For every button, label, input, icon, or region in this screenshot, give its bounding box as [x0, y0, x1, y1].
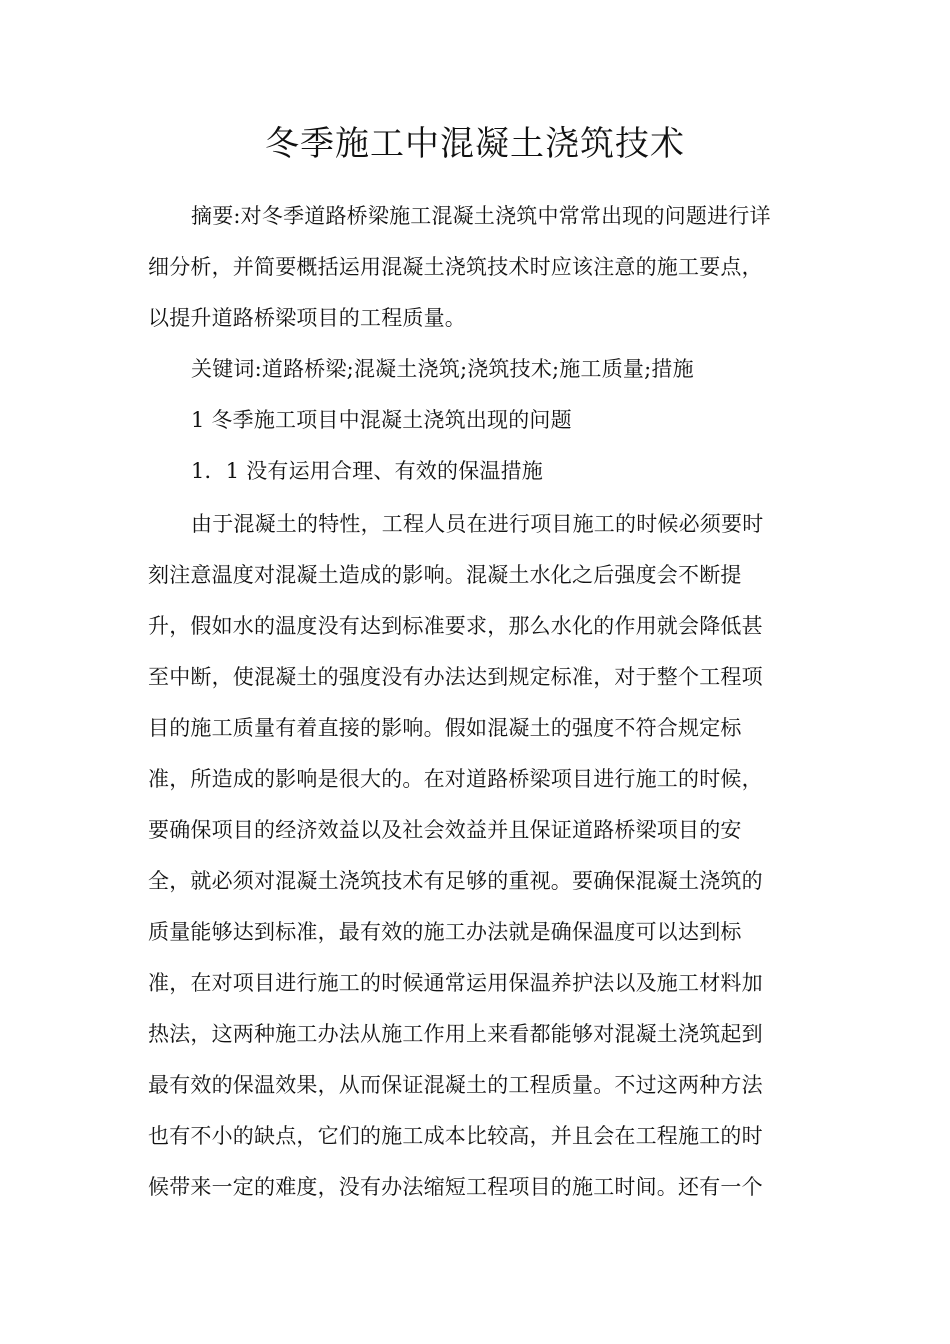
abstract-line-3: 以提升道路桥梁项目的工程质量。 [148, 306, 466, 330]
body-line-13: 也有不小的缺点，它们的施工成本比较高，并且会在工程施工的时 [148, 1124, 763, 1148]
body-line-4: 至中断，使混凝土的强度没有办法达到规定标准，对于整个工程项 [148, 665, 763, 689]
keywords-line: 关键词:道路桥梁;混凝土浇筑;浇筑技术;施工质量;措施 [191, 357, 694, 381]
body-line-3: 升，假如水的温度没有达到标准要求，那么水化的作用就会降低甚 [148, 614, 763, 638]
body-line-1: 由于混凝土的特性，工程人员在进行项目施工的时候必须要时 [191, 512, 764, 536]
body-line-9: 质量能够达到标准，最有效的施工办法就是确保温度可以达到标 [148, 920, 742, 944]
abstract-line-1: 摘要:对冬季道路桥梁施工混凝土浇筑中常常出现的问题进行详 [191, 204, 771, 228]
body-line-11: 热法，这两种施工办法从施工作用上来看都能够对混凝土浇筑起到 [148, 1022, 763, 1046]
body-line-10: 准，在对项目进行施工的时候通常运用保温养护法以及施工材料加 [148, 971, 763, 995]
body-line-8: 全，就必须对混凝土浇筑技术有足够的重视。要确保混凝土浇筑的 [148, 869, 763, 893]
body-line-12: 最有效的保温效果，从而保证混凝土的工程质量。不过这两种方法 [148, 1073, 763, 1097]
body-line-2: 刻注意温度对混凝土造成的影响。混凝土水化之后强度会不断提 [148, 563, 742, 587]
section-heading-1: 1 冬季施工项目中混凝土浇筑出现的问题 [191, 408, 572, 432]
abstract-line-2: 细分析，并简要概括运用混凝土浇筑技术时应该注意的施工要点， [148, 255, 763, 279]
subsection-heading-1-1: 1．1 没有运用合理、有效的保温措施 [191, 459, 543, 483]
body-line-14: 候带来一定的难度，没有办法缩短工程项目的施工时间。还有一个 [148, 1175, 763, 1199]
body-line-6: 准，所造成的影响是很大的。在对道路桥梁项目进行施工的时候， [148, 767, 763, 791]
body-line-7: 要确保项目的经济效益以及社会效益并且保证道路桥梁项目的安 [148, 818, 742, 842]
body-line-5: 目的施工质量有着直接的影响。假如混凝土的强度不符合规定标 [148, 716, 742, 740]
document-title: 冬季施工中混凝土浇筑技术 [265, 124, 685, 164]
